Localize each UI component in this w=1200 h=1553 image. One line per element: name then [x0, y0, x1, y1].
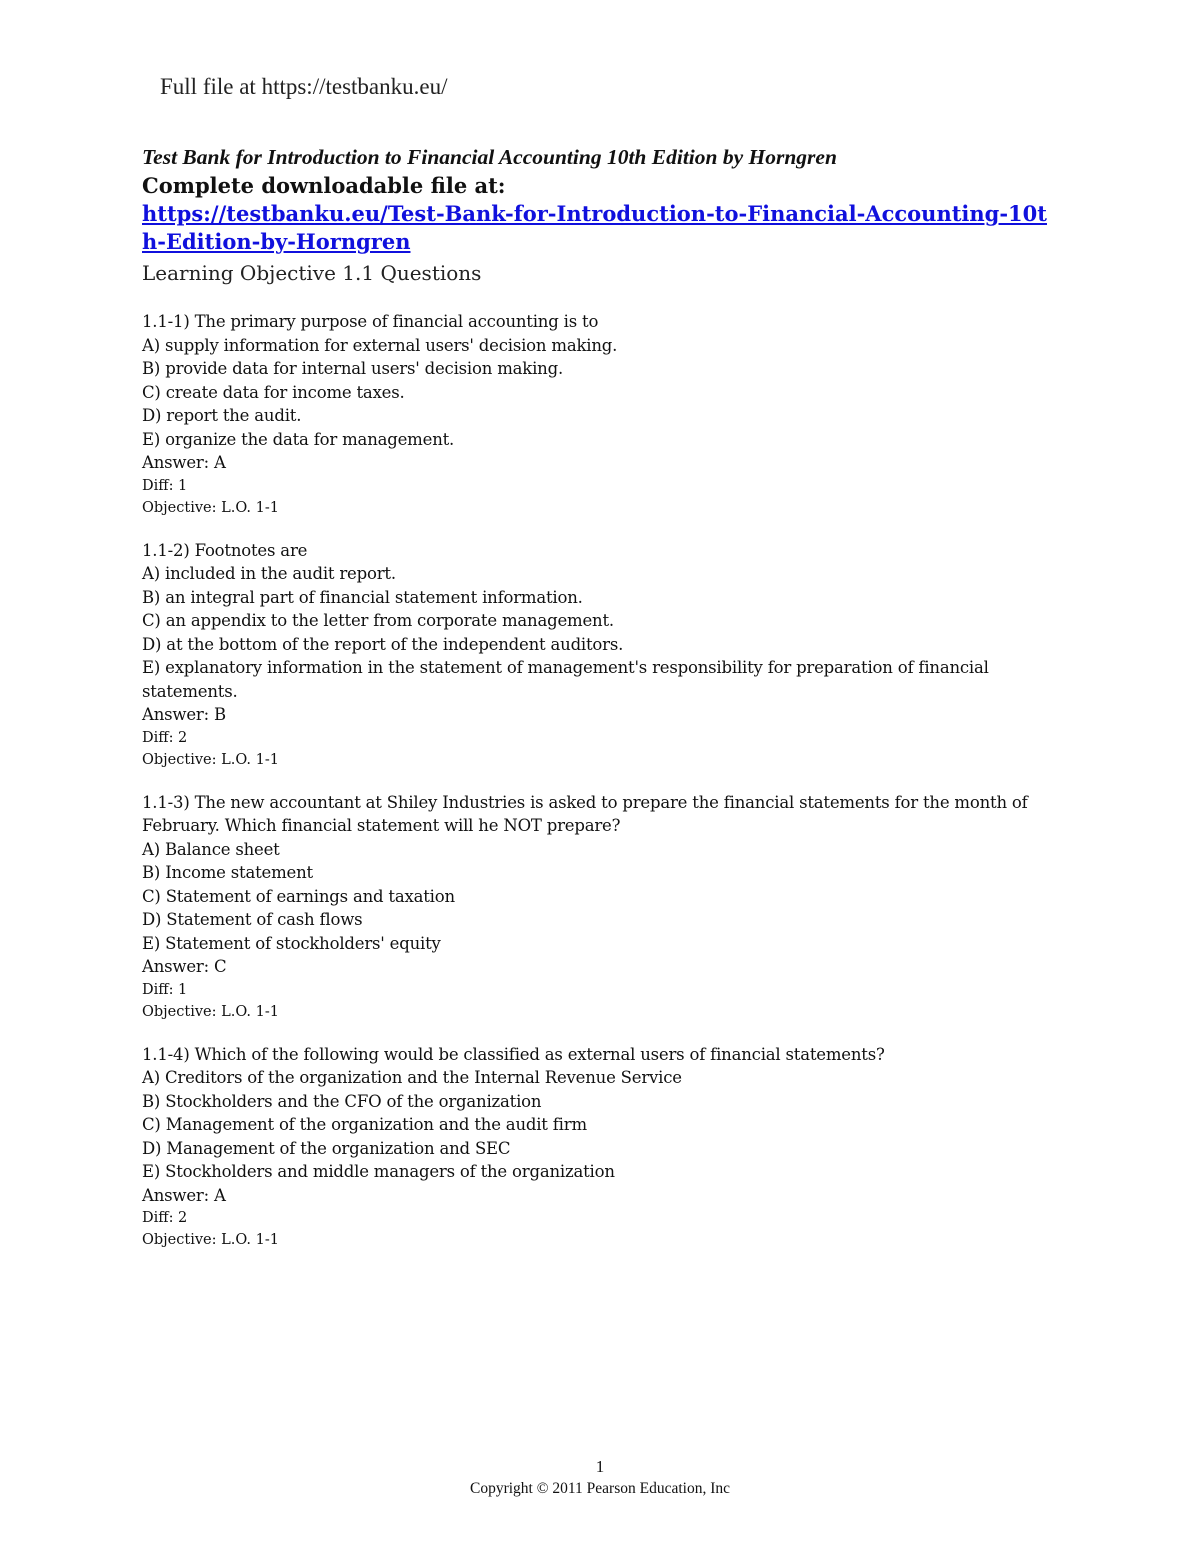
difficulty: Diff: 1 — [142, 981, 188, 998]
answer-option: A) Creditors of the organization and the Internal Revenue Service — [142, 1068, 682, 1087]
page-number: 1 — [595, 1457, 605, 1476]
answer-option: B) Stockholders and the CFO of the organization — [142, 1091, 542, 1111]
objective-heading: Learning Objective 1.1 Questions — [142, 261, 482, 285]
difficulty: Diff: 2 — [142, 1210, 188, 1226]
answer-option: C) Management of the organization and the audit firm — [142, 1115, 587, 1134]
download-label: Complete downloadable file at: — [142, 173, 506, 198]
top-note: Full file at https://testbanku.eu/ — [160, 74, 448, 99]
page-footer — [0, 1456, 1200, 1500]
copyright-notice: Copyright © 2011 Pearson Education, Inc — [469, 1480, 731, 1497]
correct-answer: Answer: B — [142, 705, 226, 724]
difficulty: Diff: 1 — [142, 477, 188, 494]
answer-option: E) Statement of stockholders' equity — [142, 933, 441, 953]
answer-option: B) Income statement — [142, 863, 313, 882]
correct-answer: Answer: C — [142, 957, 227, 976]
answer-option: A) Balance sheet — [142, 839, 280, 859]
answer-option: C) Statement of earnings and taxation — [142, 886, 455, 906]
answer-option: D) report the audit. — [142, 406, 302, 425]
answer-option: B) provide data for internal users' decision making. — [142, 359, 564, 378]
answer-option: D) at the bottom of the report of the independent auditors. — [142, 634, 624, 654]
answer-option: E) Stockholders and middle managers of the organization — [142, 1162, 615, 1181]
objective: Objective: L.O. 1-1 — [142, 751, 279, 768]
download-link-line — [142, 200, 1062, 256]
question-text: 1.1-1) The primary purpose of financial accounting is to — [142, 312, 599, 331]
answer-option: D) Management of the organization and SEC — [142, 1138, 511, 1158]
question-item — [142, 539, 1062, 771]
answer-option: C) create data for income taxes. — [142, 382, 405, 402]
difficulty: Diff: 2 — [142, 729, 188, 746]
download-link[interactable]: https://testbanku.eu/Test-Bank-for-Introduction-to-Financial-Accounting-10th-Edition-by-Horngren — [142, 201, 1047, 254]
question-list — [142, 310, 1062, 1271]
correct-answer: Answer: A — [142, 1185, 226, 1205]
question-item — [142, 310, 1062, 519]
objective: Objective: L.O. 1-1 — [142, 1003, 279, 1020]
book-title: Test Bank for Introduction to Financial Accounting 10th Edition by Horngren — [142, 145, 837, 169]
answer-option: E) explanatory information in the statement of management's responsibility for preparation of financial statements. — [142, 658, 989, 701]
answer-option: A) included in the audit report. — [142, 564, 396, 583]
correct-answer: Answer: A — [142, 453, 226, 472]
answer-option: C) an appendix to the letter from corporate management. — [142, 611, 614, 630]
question-text: 1.1-4) Which of the following would be classified as external users of financial statements? — [142, 1044, 885, 1064]
objective: Objective: L.O. 1-1 — [142, 1232, 279, 1248]
document-header — [142, 143, 1062, 288]
answer-option: D) Statement of cash flows — [142, 910, 363, 929]
question-item — [142, 1043, 1062, 1252]
answer-option: B) an integral part of financial statement information. — [142, 587, 583, 607]
objective: Objective: L.O. 1-1 — [142, 499, 279, 516]
answer-option: E) organize the data for management. — [142, 429, 455, 449]
question-text: 1.1-2) Footnotes are — [142, 540, 308, 560]
question-item — [142, 791, 1062, 1023]
question-text: 1.1-3) The new accountant at Shiley Industries is asked to prepare the financial statements for the month of February. Which financial statement will he NOT prepare? — [142, 792, 1028, 835]
answer-option: A) supply information for external users' decision making. — [142, 335, 618, 355]
